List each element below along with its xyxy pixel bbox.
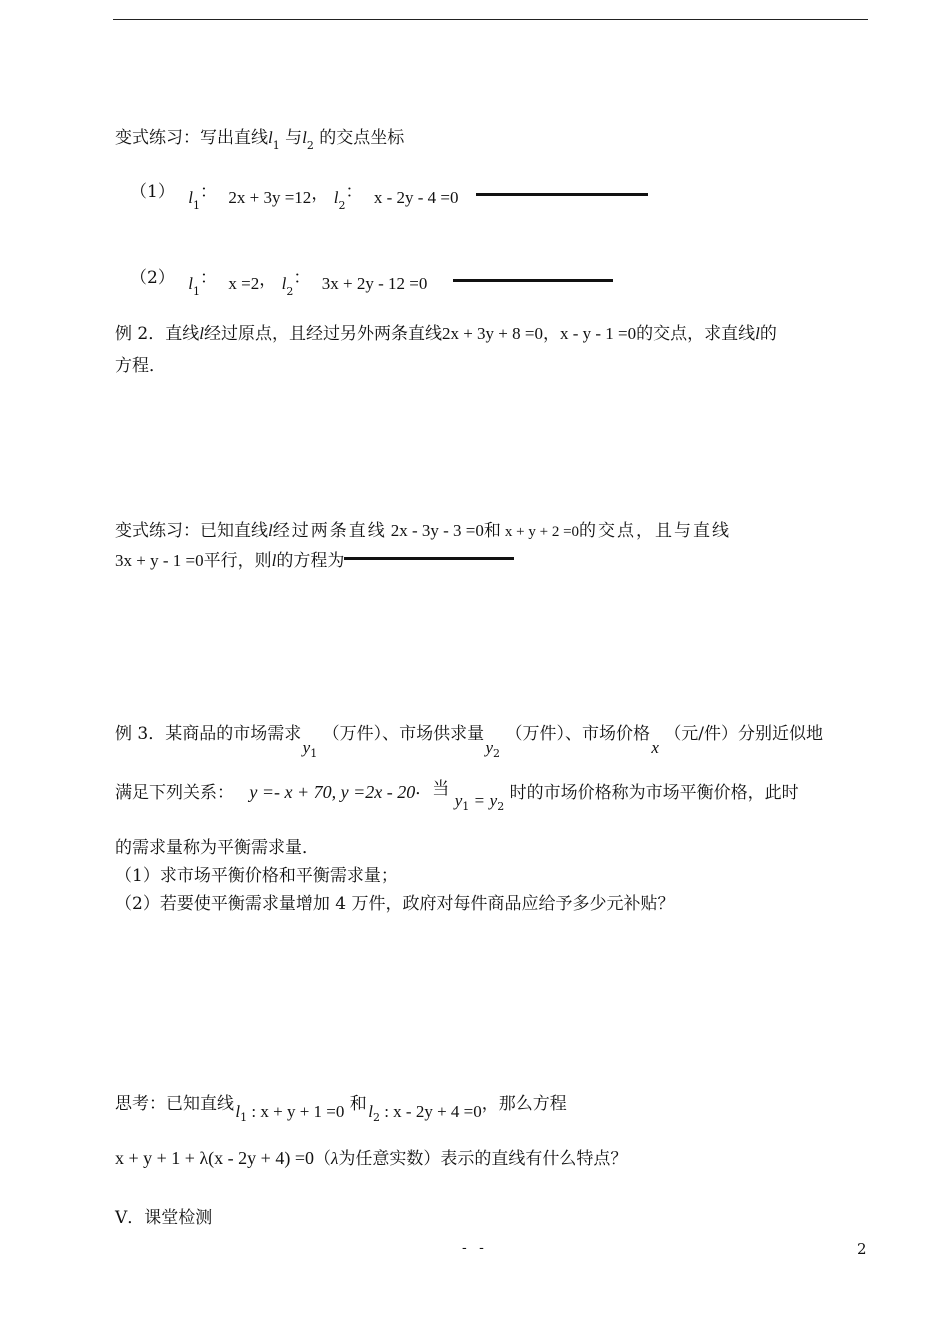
var-l: l (268, 128, 273, 147)
equals: = (474, 791, 485, 810)
text: （2）若要使平衡需求量增加 4 万件，政府对每件商品应给予多少元补贴？ (115, 894, 675, 914)
example-3-part-2 (115, 892, 867, 916)
answer-blank[interactable] (344, 557, 514, 560)
var-l: l (235, 1102, 241, 1121)
text: （万件）、市场价格 (505, 724, 650, 744)
text: 的 (759, 324, 777, 344)
footer-dash: - - (462, 1240, 488, 1256)
var-l: l (281, 274, 287, 293)
question-number: （2） (130, 268, 175, 288)
example-3-line3 (115, 836, 867, 860)
var-y: y (454, 791, 463, 810)
text: 变式练习：已知直线 (115, 521, 268, 541)
subscript: 2 (286, 285, 294, 298)
var-x: x (651, 738, 659, 757)
var-y: y (302, 738, 311, 757)
example-2-line2 (115, 354, 867, 378)
equation: x + y + 1 + λ(x - 2y + 4) =0 (115, 1148, 314, 1168)
text: 和 (483, 521, 501, 541)
variant-practice-2-line2 (115, 549, 867, 573)
subscript: 2 (338, 199, 346, 212)
think (115, 1092, 867, 1124)
comma: ， (311, 184, 329, 204)
question-2 (130, 268, 882, 298)
text: 例 3．某商品的市场需求 (115, 724, 302, 744)
question-number: （1） (130, 182, 175, 202)
text: V．课堂检测 (115, 1208, 213, 1228)
var-l: l (271, 551, 277, 570)
subscript: 2 (306, 139, 314, 152)
var-lambda: λ (330, 1149, 339, 1168)
colon: ： (345, 182, 363, 202)
subscript: 1 (240, 1111, 248, 1124)
var-y: y (489, 791, 498, 810)
equation: : x + y + 1 =0 (247, 1102, 345, 1121)
text: （元/件）分别近似地 (664, 724, 824, 744)
text: 的交点，求直线 (636, 324, 756, 344)
equation: : x - 2y + 4 =0 (379, 1102, 482, 1121)
equation: 2x - 3y - 3 =0 (390, 521, 484, 540)
var-l: l (188, 188, 193, 207)
text: ，那么方程 (481, 1094, 567, 1114)
answer-blank[interactable] (453, 279, 613, 282)
text: 经过原点，且经过另外两条直线 (203, 324, 442, 344)
text: 与 (285, 128, 303, 148)
think-line2 (115, 1146, 867, 1171)
text: 的交点坐标 (319, 128, 405, 148)
equation: x =2 (228, 274, 260, 293)
var-y: y (485, 738, 494, 757)
equation: 3x + 2y - 12 =0 (321, 274, 428, 293)
var-l: l (333, 188, 339, 207)
text: 的交点，且与直线 (579, 521, 732, 541)
equation: 3x + y - 1 =0 (115, 551, 204, 570)
colon: ： (293, 268, 311, 288)
subscript: 1 (272, 139, 280, 152)
text: 的需求量称为平衡需求量． (115, 838, 319, 858)
subscript: 1 (192, 199, 200, 212)
text: 例 2．直线 (115, 324, 200, 344)
text: 满足下列关系： (115, 783, 234, 803)
equation: 2x + 3y + 8 =0 (441, 324, 543, 343)
variant-practice-1 (115, 126, 867, 152)
example-3-part-1 (115, 864, 867, 888)
text: 思考：已知直线 (115, 1094, 234, 1114)
example-3 (115, 722, 867, 760)
text: （ (313, 1149, 331, 1169)
comma: ， (259, 270, 277, 290)
subscript: 2 (493, 747, 501, 760)
subscript: 1 (462, 800, 470, 813)
text: 平行，则 (203, 551, 272, 571)
subscript: 1 (310, 747, 318, 760)
text: ．当 (415, 779, 450, 799)
var-l: l (268, 521, 273, 540)
colon: ： (199, 268, 217, 288)
var-l: l (368, 1102, 373, 1121)
text: 的方程为 (276, 551, 345, 571)
var-l: l (199, 324, 204, 343)
comma: ， (542, 324, 560, 344)
text: 变式练习：写出直线 (115, 128, 268, 148)
equation: x - y - 1 =0 (559, 324, 637, 343)
text: 和 (349, 1094, 367, 1114)
equation: x - 2y - 4 =0 (373, 188, 459, 207)
answer-blank[interactable] (476, 193, 648, 196)
colon: ： (199, 182, 217, 202)
var-l: l (302, 128, 307, 147)
section-heading (115, 1206, 867, 1230)
question-1 (130, 182, 882, 212)
example-3-line2 (115, 779, 867, 813)
subscript: 2 (372, 1111, 380, 1124)
text: 为任意实数）表示的直线有什么特点？ (338, 1149, 628, 1169)
header-rule (113, 19, 868, 20)
var-l: l (755, 324, 760, 343)
text: （1）求市场平衡价格和平衡需求量； (115, 866, 398, 886)
equation: 2x + 3y =12 (228, 188, 312, 207)
subscript: 1 (192, 285, 200, 298)
subscript: 2 (497, 800, 505, 813)
equation: y =- x + 70, y =2x - 20 (249, 782, 416, 802)
text: 时的市场价格称为市场平衡价格，此时 (509, 783, 799, 803)
example-2 (115, 322, 867, 346)
page-number: 2 (857, 1240, 867, 1258)
text: 经过两条直线 (272, 521, 387, 541)
var-l: l (188, 274, 193, 293)
text: （万件）、市场供求量 (322, 724, 485, 744)
text: 方程． (115, 356, 166, 376)
variant-practice-2 (115, 519, 867, 544)
equation: x + y + 2 =0 (504, 524, 580, 540)
